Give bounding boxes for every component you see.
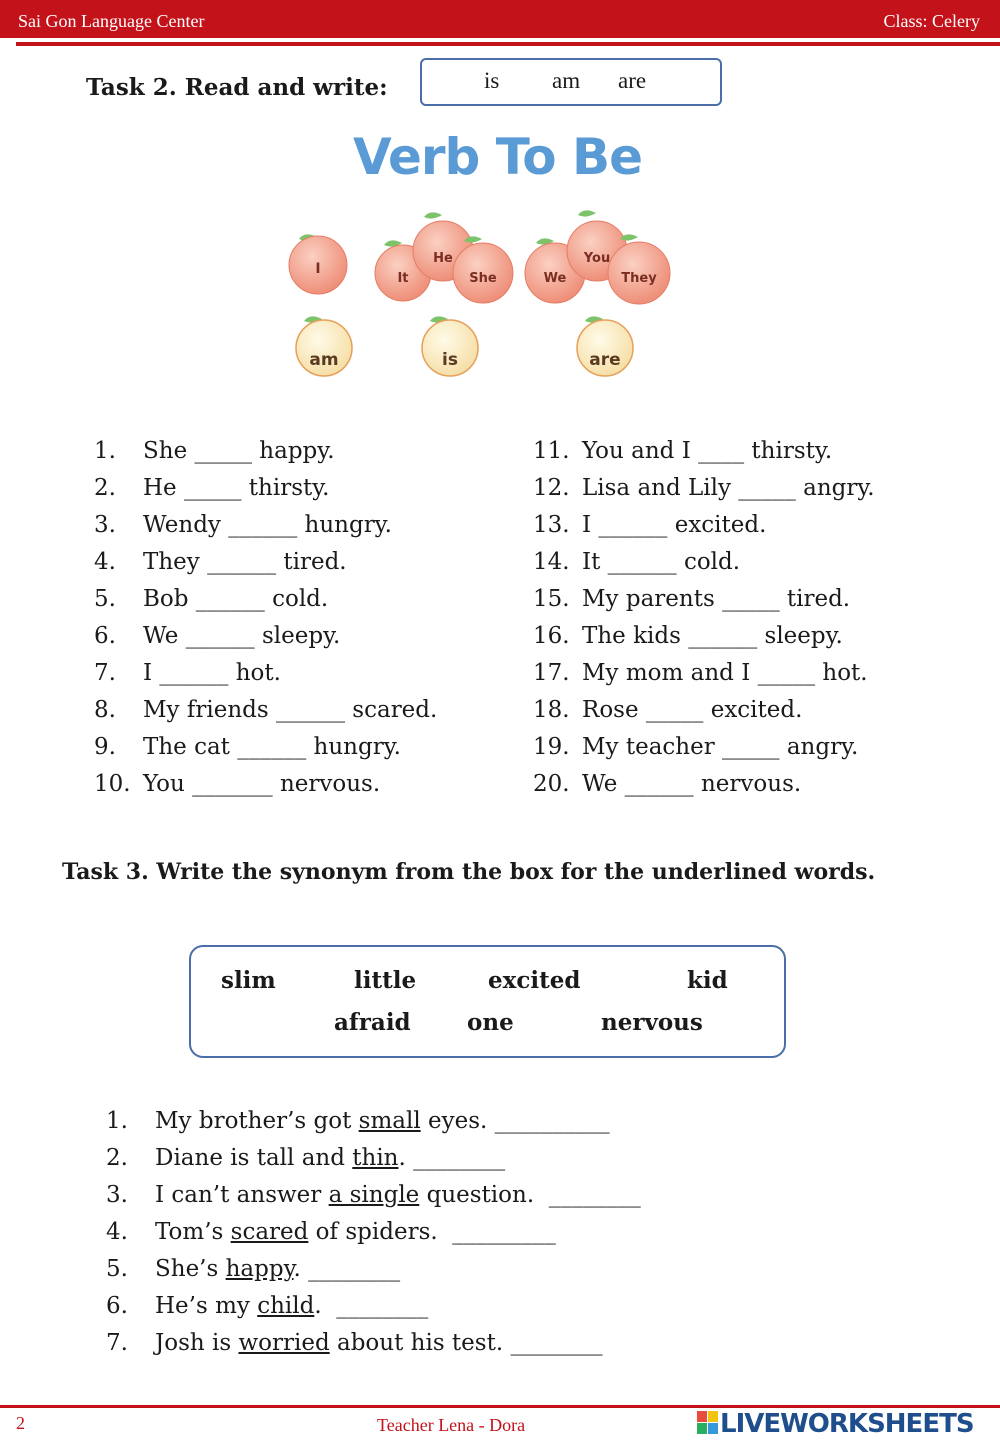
- task3-item-2[interactable]: Diane is tall and thin. ________: [155, 1145, 506, 1171]
- underlined-word: child: [257, 1293, 315, 1319]
- task2-item-7-text[interactable]: I ______ hot.: [143, 660, 281, 686]
- underlined-word: thin: [352, 1145, 399, 1171]
- synonym-word: nervous: [601, 1009, 703, 1036]
- task2-item-19-text[interactable]: My teacher _____ angry.: [582, 734, 859, 760]
- task2-item-9: 9.: [94, 734, 116, 760]
- task2-item-9-text[interactable]: The cat ______ hungry.: [143, 734, 401, 760]
- synonym-word: little: [354, 967, 417, 994]
- task3-item-6[interactable]: He’s my child. ________: [155, 1293, 429, 1319]
- task3-item-4[interactable]: Tom’s scared of spiders. _________: [155, 1219, 556, 1245]
- task2-item-14-text[interactable]: It ______ cold.: [582, 549, 741, 575]
- synonym-word: one: [467, 1009, 514, 1036]
- teacher-name: Teacher Lena - Dora: [377, 1415, 526, 1435]
- underlined-word: worried: [238, 1330, 330, 1356]
- task2-item-5-text[interactable]: Bob ______ cold.: [143, 586, 329, 612]
- synonym-word: afraid: [334, 1009, 411, 1036]
- task2-item-6: 6.: [94, 623, 116, 649]
- task2-item-1: 1.: [94, 438, 116, 464]
- task2-item-8: 8.: [94, 697, 116, 723]
- apple-label: We: [543, 271, 567, 286]
- apples-illustration: [270, 195, 690, 410]
- underlined-word: scared: [230, 1219, 309, 1245]
- page-number: 2: [16, 1413, 25, 1433]
- task2-item-8-text[interactable]: My friends ______ scared.: [143, 697, 438, 723]
- apple-label: You: [583, 251, 611, 266]
- apple-label: am: [309, 350, 339, 370]
- task2-item-3-text[interactable]: Wendy ______ hungry.: [143, 512, 392, 538]
- task2-item-18: 18.: [533, 697, 570, 723]
- underlined-word: a single: [328, 1182, 420, 1208]
- verb-to-be-title: Verb To Be: [353, 128, 642, 186]
- task2-word-box: [420, 58, 722, 106]
- task2-item-13: 13.: [533, 512, 570, 538]
- task3-title: Task 3. Write the synonym from the box for the underlined words.: [62, 859, 876, 885]
- task2-item-15-text[interactable]: My parents _____ tired.: [582, 586, 851, 612]
- task2-item-2-text[interactable]: He _____ thirsty.: [143, 475, 330, 501]
- task2-item-2: 2.: [94, 475, 116, 501]
- task3-item-num: 3.: [106, 1182, 128, 1208]
- task2-item-16: 16.: [533, 623, 570, 649]
- task2-item-17-text[interactable]: My mom and I _____ hot.: [582, 660, 868, 686]
- task3-item-num: 5.: [106, 1256, 128, 1282]
- underlined-word: happy: [225, 1256, 294, 1282]
- word-is: is: [484, 68, 500, 93]
- page-header: [0, 0, 1000, 38]
- task2-item-4: 4.: [94, 549, 116, 575]
- task3-item-num: 7.: [106, 1330, 128, 1356]
- task3-item-1[interactable]: My brother’s got small eyes. __________: [155, 1108, 610, 1134]
- word-are: are: [618, 68, 647, 93]
- task2-item-12: 12.: [533, 475, 570, 501]
- synonym-word: excited: [488, 967, 581, 994]
- task2-item-4-text[interactable]: They ______ tired.: [143, 549, 347, 575]
- task2-item-16-text[interactable]: The kids ______ sleepy.: [582, 623, 843, 649]
- apple-is-icon: [422, 316, 478, 376]
- apple-label: are: [589, 350, 621, 370]
- school-name: Sai Gon Language Center: [18, 11, 205, 31]
- task2-item-10-text[interactable]: You _______ nervous.: [143, 771, 381, 797]
- underlined-word: small: [358, 1108, 421, 1134]
- synonym-box: [189, 945, 786, 1058]
- task2-item-20-text[interactable]: We ______ nervous.: [582, 771, 802, 797]
- task2-item-11-text[interactable]: You and I ____ thirsty.: [582, 438, 833, 464]
- task3-item-num: 4.: [106, 1219, 128, 1245]
- task2-item-5: 5.: [94, 586, 116, 612]
- task2-item-1-text[interactable]: She _____ happy.: [143, 438, 335, 464]
- task2-item-12-text[interactable]: Lisa and Lily _____ angry.: [582, 475, 875, 501]
- header-divider: [16, 42, 1000, 46]
- task2-item-11: 11.: [533, 438, 570, 464]
- apple-label: She: [469, 271, 497, 286]
- task2-item-10: 10.: [94, 771, 131, 797]
- apple-label: is: [442, 350, 458, 370]
- task3-item-3[interactable]: I can’t answer a single question. ________: [155, 1182, 641, 1208]
- task2-item-13-text[interactable]: I ______ excited.: [582, 512, 767, 538]
- brand-name[interactable]: LIVEWORKSHEETS: [720, 1409, 974, 1439]
- task2-item-18-text[interactable]: Rose _____ excited.: [582, 697, 803, 723]
- task2-item-15: 15.: [533, 586, 570, 612]
- apple-am-icon: [296, 316, 352, 376]
- task2-item-3: 3.: [94, 512, 116, 538]
- task2-item-6-text[interactable]: We ______ sleepy.: [143, 623, 341, 649]
- task3-item-num: 6.: [106, 1293, 128, 1319]
- apple-label: They: [621, 271, 657, 286]
- footer-divider: [0, 1405, 1000, 1408]
- apple-label: I: [315, 261, 321, 277]
- task2-title: Task 2. Read and write:: [86, 74, 388, 101]
- task3-item-num: 2.: [106, 1145, 128, 1171]
- apple-label: He: [433, 251, 453, 266]
- apple-i-icon: [289, 234, 347, 294]
- word-am: am: [552, 68, 581, 93]
- apple-are-icon: [577, 316, 633, 376]
- apple-label: It: [397, 271, 409, 286]
- task2-item-19: 19.: [533, 734, 570, 760]
- task3-item-7[interactable]: Josh is worried about his test. ________: [155, 1330, 603, 1356]
- task3-item-num: 1.: [106, 1108, 128, 1134]
- synonym-word: kid: [687, 967, 728, 994]
- liveworksheets-logo-icon: [697, 1411, 719, 1435]
- synonym-word: slim: [221, 967, 276, 994]
- task3-item-5[interactable]: She’s happy. ________: [155, 1256, 401, 1282]
- class-name: Class: Celery: [883, 11, 980, 31]
- task2-item-7: 7.: [94, 660, 116, 686]
- task2-item-20: 20.: [533, 771, 570, 797]
- task2-item-14: 14.: [533, 549, 570, 575]
- task2-item-17: 17.: [533, 660, 570, 686]
